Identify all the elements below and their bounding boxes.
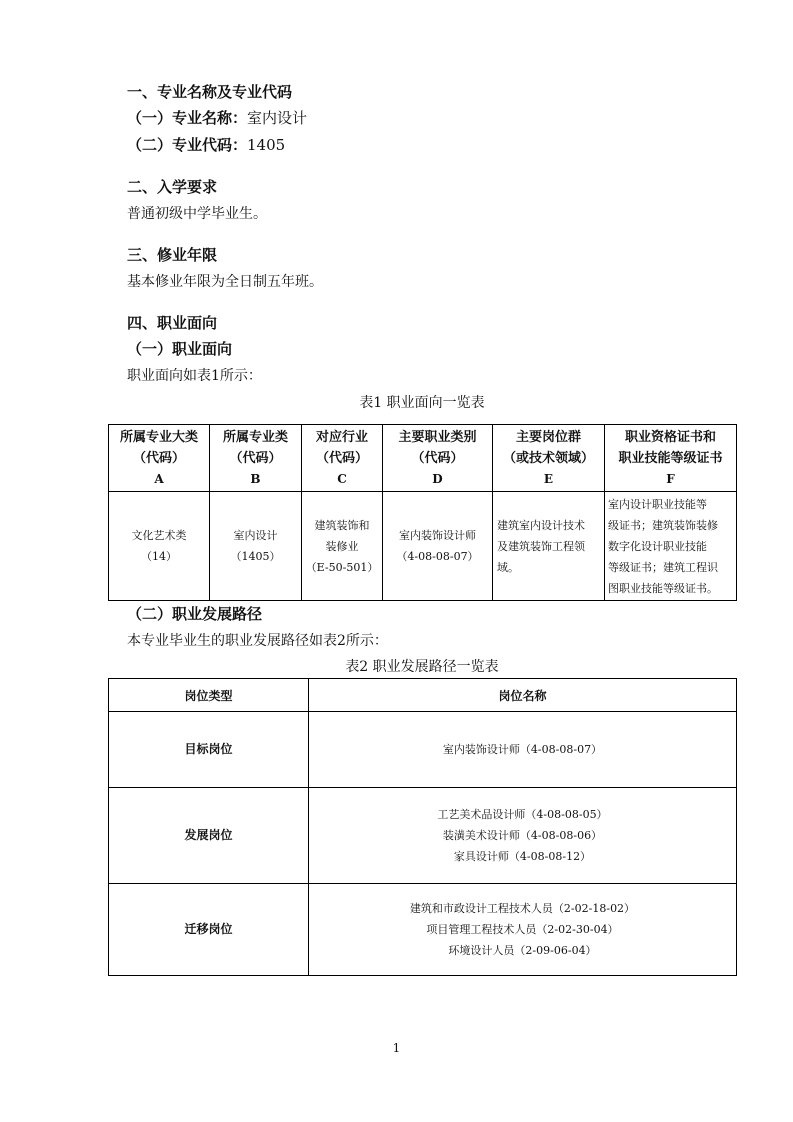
table2-header-type: 岗位类型 [109,679,309,712]
table1-cell-c: 建筑装饰和 装修业 （E-50-501） [302,492,383,601]
major-name-line [127,107,307,128]
position-names-development: 工艺美术品设计师（4-08-08-05） 装潢美术设计师（4-08-08-06） 家具设计师（4-08-08-12） [309,788,737,884]
table1-header-row [109,425,737,492]
table1-header-f: 职业资格证书和 职业技能等级证书 F [605,425,737,492]
page-number: 1 [392,1041,401,1055]
section-heading-duration: 三、修业年限 [127,246,218,264]
major-code-value: 1405 [247,136,286,154]
table1-header-a: 所属专业大类 （代码） A [109,425,210,492]
table2-caption: 表2 职业发展路径一览表 [345,659,499,675]
position-names-target: 室内装饰设计师（4-08-08-07） [309,712,737,788]
subheading-career-path: （二）职业发展路径 [127,605,263,623]
table1-header-c: 对应行业 （代码） C [302,425,383,492]
table-row [109,712,737,788]
table1-data-row [109,492,737,601]
major-code-line [127,134,285,155]
major-name-value: 室内设计 [247,109,308,127]
table1-header-b: 所属专业类 （代码） B [210,425,302,492]
major-code-label: （二）专业代码： [127,136,248,154]
section-heading-major: 一、专业名称及专业代码 [127,83,293,101]
duration-text: 基本修业年限为全日制五年班。 [127,274,323,290]
career-orientation-text: 职业面向如表1所示： [127,368,262,384]
career-path-text: 本专业毕业生的职业发展路径如表2所示： [127,633,388,649]
table2-header-name: 岗位名称 [309,679,737,712]
table-row [109,788,737,884]
table1-cell-d: 室内装饰设计师 （4-08-08-07） [383,492,493,601]
table2-header-row [109,679,737,712]
table1-cell-a: 文化艺术类 （14） [109,492,210,601]
table1-caption: 表1 职业面向一览表 [359,395,485,411]
table1-header-e: 主要岗位群 （或技术领域） E [493,425,605,492]
position-type-development: 发展岗位 [109,788,309,884]
table-row [109,884,737,976]
admission-text: 普通初级中学毕业生。 [127,206,267,222]
career-path-table [108,678,737,976]
table1-cell-b: 室内设计 （1405） [210,492,302,601]
major-name-label: （一）专业名称： [127,109,248,127]
table1-cell-f: 室内设计职业技能等 级证书；建筑装饰装修 数字化设计职业技能 等级证书；建筑工程识 图职业技能等级证书。 [605,492,737,601]
position-type-transfer: 迁移岗位 [109,884,309,976]
table1-header-d: 主要职业类别 （代码） D [383,425,493,492]
section-heading-career: 四、职业面向 [127,314,218,332]
subheading-career-orientation: （一）职业面向 [127,340,233,358]
table1-cell-e: 建筑室内设计技术 及建筑装饰工程领 域。 [493,492,605,601]
position-type-target: 目标岗位 [109,712,309,788]
position-names-transfer: 建筑和市政设计工程技术人员（2-02-18-02） 项目管理工程技术人员（2-02-30-04） 环境设计人员（2-09-06-04） [309,884,737,976]
section-heading-admission: 二、入学要求 [127,178,218,196]
career-orientation-table [108,424,737,601]
